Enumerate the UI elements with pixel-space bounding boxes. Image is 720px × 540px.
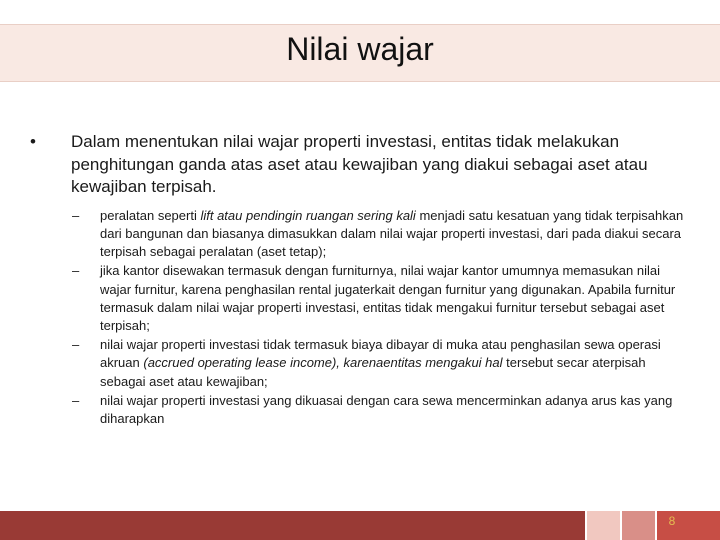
page-number: 8 (668, 514, 676, 528)
sub-bullet-text-normal: jika kantor disewakan termasuk dengan furniturnya, nilai wajar kantor umumnya memasukan nilai wajar furnitur, karena penghasilan rental jugaterkait dengan furnitur yang digunakan. Apabila furnitur termasuk dalam nilai wajar properti investasi, entitas tidak mengakui furnitur tersebut sebagai aset terpisah; (100, 263, 676, 333)
main-bullet-text: Dalam menentukan nilai wajar properti investasi, entitas tidak melakukan penghitungan ganda atas aset atau kewajiban yang diakui sebagai aset atau kewajiban terpisah. (71, 132, 648, 197)
sub-bullet-text-normal: nilai wajar properti investasi tidak termasuk biaya dibayar di muka atau penghasilan sewa operasi akruan (100, 337, 661, 371)
main-bullet (28, 131, 688, 199)
sub-bullet-text (100, 336, 692, 391)
footer-light-block (587, 511, 620, 540)
sub-bullet-marker: – (72, 337, 80, 353)
sub-bullet-text-italic: (accrued operating lease income), karenaentitas mengakui hal (143, 355, 503, 371)
sub-bullet-list (72, 207, 692, 428)
sub-bullet-marker: – (72, 207, 80, 223)
sub-bullet (72, 207, 692, 262)
sub-bullet-text (100, 392, 692, 428)
top-margin (0, 6, 720, 24)
footer-bar (0, 511, 720, 540)
sub-bullet (72, 336, 692, 391)
footer-main-block (0, 511, 585, 540)
sub-bullet (72, 262, 692, 335)
sub-bullet-text (100, 262, 692, 335)
sub-bullet-text-normal: peralatan seperti (100, 207, 201, 223)
sub-bullet-text-normal: tersebut secar aterpisah sebagai aset atau kewajiban; (100, 355, 646, 389)
sub-bullet (72, 392, 692, 428)
sub-bullet-marker: – (72, 392, 80, 408)
sub-bullet-text-normal: menjadi satu kesatuan yang tidak terpisahkan dari bangunan dan biasanya dimasukkan dalam nilai wajar properti investasi, dari pada diakui secara terpisah sebagai peralatan (aset tetap); (100, 207, 684, 260)
sub-bullet-text-normal: nilai wajar properti investasi yang dikuasai dengan cara sewa mencerminkan adanya arus kas yang diharapkan (100, 392, 673, 426)
bullet-marker: • (30, 132, 36, 151)
slide-title: Nilai wajar (286, 31, 434, 67)
sub-bullet-text-italic: lift atau pendingin ruangan sering kali (200, 207, 416, 223)
content-area (28, 131, 688, 429)
sub-bullet-text (100, 207, 692, 262)
sub-bullet-marker: – (72, 263, 80, 279)
footer-mid-block (622, 511, 655, 540)
